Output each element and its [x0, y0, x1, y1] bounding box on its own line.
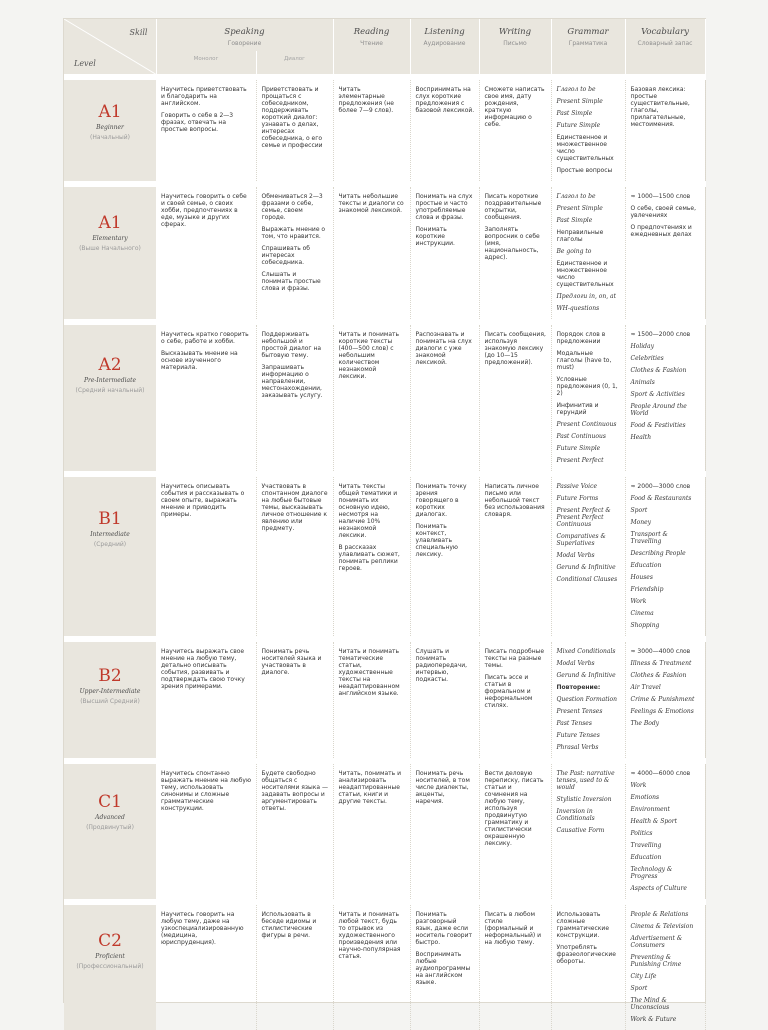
- cell-line: В рассказах улавливать сюжет, понимать реплики героев.: [338, 544, 400, 572]
- cell-line: Читать и понимать тематические статьи, художественные тексты на неадаптированном английском языке.: [338, 648, 400, 697]
- subheader-monolog: Монолог: [156, 51, 256, 77]
- writing-cell: [479, 902, 551, 1030]
- cell-line: Сможете написать свое имя, дату рождения, краткую информацию о себе.: [484, 86, 545, 128]
- cell-line: Написать личное письмо или небольшой текст без использования словаря.: [484, 483, 545, 518]
- cell-line: Глагол to be: [556, 193, 596, 200]
- listening-cell: [410, 474, 479, 639]
- cell-line: The Mind & Unconscious: [630, 997, 670, 1011]
- cell-line: Приветствовать и прощаться с собеседником, поддерживать короткий диалог: узнавать о делах, интересах собеседника, о его семье и профессии: [261, 86, 323, 149]
- level-code: C2: [98, 931, 122, 951]
- cell-line: Past Continuous: [556, 433, 606, 440]
- level-code: A1: [98, 102, 122, 122]
- speaking-monolog-cell: [156, 761, 256, 902]
- cell-line: Advertisement & Consumers: [630, 935, 683, 949]
- cell-line: Inversion in Conditionals: [556, 808, 595, 822]
- cell-line: Научитесь говорить на любую тему, даже на узкоспециализированную (медицина, юриспруденция).: [161, 911, 244, 946]
- level-code: A1: [98, 213, 122, 233]
- vocabulary-cell: [625, 322, 705, 474]
- cell-line: Понимать короткие инструкции.: [415, 226, 455, 247]
- cell-line: Friendship: [630, 586, 664, 593]
- level-row: [64, 322, 705, 474]
- cell-line: Be going to: [556, 248, 592, 255]
- reading-cell: [333, 184, 410, 322]
- speaking-dialog-cell: [256, 77, 333, 184]
- cell-line: ≈ 2000—3000 слов: [630, 483, 691, 490]
- cell-line: Present Simple: [556, 98, 603, 105]
- cell-line: Читать, понимать и анализировать неадаптированные статьи, книги и другие тексты.: [338, 770, 401, 805]
- cell-line: Выражать мнение о том, что нравится.: [261, 226, 326, 240]
- cell-line: Научитесь приветствовать и благодарить на английском.: [161, 86, 247, 107]
- cell-line: People Around the World: [630, 403, 687, 417]
- speaking-monolog-cell: [156, 77, 256, 184]
- cell-line: О предпочтениях и ежедневных делах: [630, 224, 692, 238]
- cell-line: Читать и понимать любой текст, будь то отрывок из художественного произведения или научно-популярная статья.: [338, 911, 401, 960]
- vocabulary-cell: [625, 902, 705, 1030]
- level-cell: [64, 322, 156, 474]
- vocabulary-cell: [625, 474, 705, 639]
- speaking-dialog-cell: [256, 639, 333, 761]
- column-sub: Говорение: [227, 40, 262, 47]
- level-name-ru: (Средний): [93, 541, 127, 548]
- cell-line: Слышать и понимать простые слова и фразы.: [261, 271, 321, 292]
- column-sub: Чтение: [360, 40, 383, 47]
- cell-line: Научитесь описывать события и рассказывать о своем опыте, выражать мнение и приводить примеры.: [161, 483, 245, 518]
- column-name: Vocabulary: [641, 27, 689, 37]
- reading-cell: [333, 474, 410, 639]
- cell-line: Высказывать мнение на основе изученного материала.: [161, 350, 238, 371]
- column-sub: Словарный запас: [637, 40, 693, 47]
- cell-line: Comparatives & Superlatives: [556, 533, 606, 547]
- cell-line: Mixed Conditionals: [556, 648, 616, 655]
- cell-line: Распознавать и понимать на слух диалоги с уже знакомой лексикой.: [415, 331, 472, 366]
- cell-line: Education: [630, 562, 662, 569]
- cell-line: The Past: narrative tenses, used to & would: [556, 770, 615, 791]
- reading-cell: [333, 902, 410, 1030]
- cell-line: Present Continuous: [556, 421, 617, 428]
- cell-line: Вести деловую переписку, писать статьи и сочинения на любую тему, используя продвинутую грамматику и стилистически окрашенную лексику.: [484, 770, 544, 847]
- cell-line: Clothes & Fashion: [630, 672, 687, 679]
- cell-line: ≈ 3000—4000 слов: [630, 648, 691, 655]
- level-name-ru: (Средний начальный): [75, 387, 145, 394]
- level-cell: [64, 474, 156, 639]
- cell-line: Shopping: [630, 622, 660, 629]
- listening-cell: [410, 77, 479, 184]
- cell-line: Future Tenses: [556, 732, 600, 739]
- speaking-monolog-cell: [156, 184, 256, 322]
- level-cell: [64, 184, 156, 322]
- column-name: Speaking: [224, 27, 265, 37]
- listening-cell: [410, 902, 479, 1030]
- vocabulary-cell: [625, 639, 705, 761]
- cell-line: Future Forms: [556, 495, 599, 502]
- speaking-monolog-cell: [156, 902, 256, 1030]
- cell-line: Простые вопросы: [556, 167, 613, 174]
- writing-cell: [479, 77, 551, 184]
- speaking-dialog-cell: [256, 184, 333, 322]
- cell-line: Условные предложения (0, 1, 2): [556, 376, 618, 397]
- cell-line: The Body: [630, 720, 660, 727]
- cell-line: Illness & Treatment: [630, 660, 692, 667]
- grammar-cell: [551, 322, 625, 474]
- cell-line: Present Perfect & Present Perfect Continuous: [556, 507, 611, 528]
- cell-line: Читать тексты общей тематики и понимать их основную идею, несмотря на наличие 10% незнакомой лексики.: [338, 483, 398, 539]
- level-code: A2: [98, 355, 122, 375]
- cell-line: City Life: [630, 973, 657, 980]
- level-name: Advanced: [95, 814, 125, 821]
- cell-line: Понимать речь носителей языка и участвовать в диалоге.: [261, 648, 322, 676]
- level-cell: [64, 77, 156, 184]
- cell-line: Предлоги in, on, at: [556, 293, 617, 300]
- cell-line: Health: [630, 434, 652, 441]
- column-header-speaking: [156, 19, 333, 51]
- grammar-cell: [551, 474, 625, 639]
- column-sub: Грамматика: [568, 40, 608, 47]
- level-name: Beginner: [96, 124, 124, 131]
- writing-cell: [479, 322, 551, 474]
- cell-line: Запрашивать информацию о направлении, местонахождении, заказывать услугу.: [261, 364, 323, 399]
- cell-line: Preventing & Punishing Crime: [630, 954, 682, 968]
- cell-line: Modal Verbs: [556, 660, 595, 667]
- reading-cell: [333, 77, 410, 184]
- cell-line: Present Tenses: [556, 708, 603, 715]
- cell-line: О себе, своей семье, увлечениях: [630, 205, 696, 219]
- listening-cell: [410, 322, 479, 474]
- cell-line: Houses: [630, 574, 653, 581]
- level-row: [64, 639, 705, 761]
- cell-line: Писать в любом стиле (формальный и неформальный) и на любую тему.: [484, 911, 542, 946]
- level-row: [64, 474, 705, 639]
- cell-line: Понимать разговорный язык, даже если носитель говорит быстро.: [415, 911, 472, 946]
- reading-cell: [333, 761, 410, 902]
- grammar-cell: [551, 902, 625, 1030]
- cell-line: Future Simple: [556, 445, 601, 452]
- level-name: Pre-Intermediate: [83, 377, 137, 384]
- level-name-ru: (Высший Средний): [80, 698, 140, 705]
- speaking-dialog-cell: [256, 902, 333, 1030]
- cell-line: Использовать в беседе идиомы и стилистические фигуры в речи.: [261, 911, 317, 939]
- vocabulary-cell: [625, 184, 705, 322]
- level-label: Level: [74, 59, 96, 68]
- cell-line: Crime & Punishment: [630, 696, 695, 703]
- cell-line: Порядок слов в предложении: [556, 331, 606, 345]
- cell-line: Environment: [630, 806, 670, 813]
- column-header-grammar: [551, 19, 625, 77]
- cell-line: ≈ 1000—1500 слов: [630, 193, 691, 200]
- cell-line: Писать короткие поздравительные открытки, сообщения.: [484, 193, 542, 221]
- cell-line: ≈ 4000—6000 слов: [630, 770, 691, 777]
- grammar-cell: [551, 761, 625, 902]
- subheader-dialog: Диалог: [256, 51, 333, 77]
- cell-line: Stylistic Inversion: [556, 796, 612, 803]
- vocabulary-cell: [625, 761, 705, 902]
- writing-cell: [479, 761, 551, 902]
- cell-line: Gerund & Infinitive: [556, 564, 616, 571]
- cell-line: Научитесь кратко говорить о себе, работе и хобби.: [161, 331, 249, 345]
- cell-line: Cinema & Television: [630, 923, 694, 930]
- grammar-cell: [551, 184, 625, 322]
- cell-line: Писать сообщения, используя знакомую лексику (до 10—15 предложений).: [484, 331, 546, 366]
- level-cell: [64, 902, 156, 1030]
- cell-line: Понимать речь носителей, в том числе диалекты, акценты, наречия.: [415, 770, 470, 805]
- cell-line: Emotions: [630, 794, 660, 801]
- level-name-ru: (Профессиональный): [76, 963, 144, 970]
- speaking-monolog-cell: [156, 322, 256, 474]
- cell-line: Food & Festivities: [630, 422, 686, 429]
- speaking-dialog-cell: [256, 474, 333, 639]
- cell-line: Слушать и понимать радиопередачи, интервью, подкасты.: [415, 648, 467, 683]
- cell-line: Заполнять вопросник о себе (имя, национальность, адрес).: [484, 226, 540, 261]
- level-row: [64, 761, 705, 902]
- cell-line: Politics: [630, 830, 653, 837]
- cell-line: Celebrities: [630, 355, 664, 362]
- cell-line: Научитесь выражать свое мнение на любую тему, детально описывать события, развивать и подтверждать свою точку зрения примерами.: [161, 648, 245, 690]
- cell-line: Писать эссе и статьи в формальном и неформальном стилях.: [484, 674, 533, 709]
- cell-line: Phrasal Verbs: [556, 744, 599, 751]
- cell-line: ≈ 1500—2000 слов: [630, 331, 691, 338]
- cell-line: Work: [630, 782, 647, 789]
- cell-line: Глагол to be: [556, 86, 596, 93]
- cell-line: Обмениваться 2—3 фразами о себе, семье, своем городе.: [261, 193, 323, 221]
- listening-cell: [410, 639, 479, 761]
- cell-line: Читать элементарные предложения (не более 7—9 слов).: [338, 86, 394, 114]
- column-header-listening: [410, 19, 479, 77]
- cell-line: Инфинитив и герундий: [556, 402, 599, 416]
- level-row: [64, 902, 705, 1030]
- cell-line: Present Perfect: [556, 457, 604, 464]
- level-code: C1: [98, 792, 122, 812]
- column-header-writing: [479, 19, 551, 77]
- cell-line: Past Simple: [556, 110, 593, 117]
- cell-line: Читать небольшие тексты и диалоги со знакомой лексикой.: [338, 193, 404, 214]
- cell-line: Education: [630, 854, 662, 861]
- speaking-dialog-cell: [256, 322, 333, 474]
- level-name-ru: (Начальный): [89, 134, 131, 141]
- writing-cell: [479, 474, 551, 639]
- cell-line: Future Simple: [556, 122, 601, 129]
- cell-line: Clothes & Fashion: [630, 367, 687, 374]
- level-cell: [64, 639, 156, 761]
- cell-line: Поддерживать небольшой и простой диалог на бытовую тему.: [261, 331, 322, 359]
- column-header-vocabulary: [625, 19, 705, 77]
- level-row: [64, 77, 705, 184]
- cell-line: Единственное и множественное число существительных: [556, 260, 614, 288]
- cell-line: Понимать точку зрения говорящего в коротких диалогах.: [415, 483, 467, 518]
- cell-line: Money: [630, 519, 652, 526]
- cell-line: Писать подробные тексты на разные темы.: [484, 648, 545, 669]
- cell-line: Спрашивать об интересах собеседника.: [261, 245, 311, 266]
- cell-line: Употреблять фразеологические обороты.: [556, 944, 616, 965]
- column-sub: Аудирование: [423, 40, 466, 47]
- column-name: Listening: [424, 27, 465, 37]
- cell-line: Базовая лексика: простые существительные, глаголы, прилагательные, местоимения.: [630, 86, 690, 128]
- cell-line: Air Travel: [630, 684, 661, 691]
- cell-line: People & Relations: [630, 911, 689, 918]
- cell-line: Научитесь спонтанно выражать мнение на любую тему, использовать синонимы и сложные грамматические конструкции.: [161, 770, 252, 812]
- cell-line: Passive Voice: [556, 483, 597, 490]
- cell-line: Holiday: [630, 343, 654, 350]
- cell-line: Past Tenses: [556, 720, 592, 727]
- writing-cell: [479, 639, 551, 761]
- listening-cell: [410, 184, 479, 322]
- cell-line: Будете свободно общаться с носителями языка — задавать вопросы и аргументировать ответы.: [261, 770, 329, 812]
- cell-line: Feelings & Emotions: [630, 708, 694, 715]
- cell-line: Понимать на слух простые и часто употребляемые слова и фразы.: [415, 193, 473, 221]
- cell-line: Научитесь говорить о себе и своей семье, о своих хобби, предпочтениях в еде, музыке и других сферах.: [161, 193, 247, 228]
- cell-line: Sport: [630, 985, 648, 992]
- cell-line: Transport & Travelling: [630, 531, 668, 545]
- cell-line: Sport: [630, 507, 648, 514]
- cell-line: Modal Verbs: [556, 552, 595, 559]
- cell-line: Past Simple: [556, 217, 593, 224]
- cell-line: Work & Future: [630, 1016, 677, 1023]
- cell-line: Единственное и множественное число существительных: [556, 134, 614, 162]
- listening-cell: [410, 761, 479, 902]
- reading-cell: [333, 322, 410, 474]
- cell-line: Question Formation: [556, 696, 618, 703]
- writing-cell: [479, 184, 551, 322]
- reading-cell: [333, 639, 410, 761]
- cell-line: Использовать сложные грамматические конструкции.: [556, 911, 610, 939]
- level-cell: [64, 761, 156, 902]
- column-name: Grammar: [567, 27, 609, 37]
- level-code: B2: [98, 666, 122, 686]
- level-row: [64, 184, 705, 322]
- cell-line: Animals: [630, 379, 655, 386]
- level-name: Upper-Intermediate: [79, 688, 141, 695]
- cell-line: Work: [630, 598, 647, 605]
- cell-line: Travelling: [630, 842, 662, 849]
- cell-line: Воспринимать на слух короткие предложения с базовой лексикой.: [415, 86, 475, 114]
- level-name: Proficient: [95, 953, 125, 960]
- column-sub: Письмо: [503, 40, 527, 47]
- grammar-cell: [551, 639, 625, 761]
- cell-line: Читать и понимать короткие тексты (400—500 слов) с небольшим количеством незнакомой лексики.: [338, 331, 400, 380]
- speaking-monolog-cell: [156, 639, 256, 761]
- speaking-monolog-cell: [156, 474, 256, 639]
- cell-line: Describing People: [630, 550, 686, 557]
- cell-line: Aspects of Culture: [630, 885, 687, 892]
- cell-line: Sport & Activities: [630, 391, 685, 398]
- column-name: Reading: [353, 27, 390, 37]
- cell-line: Cinema: [630, 610, 654, 617]
- vocabulary-cell: [625, 77, 705, 184]
- level-name: Intermediate: [90, 531, 130, 538]
- column-header-reading: [333, 19, 410, 77]
- cell-line: Food & Restaurants: [630, 495, 692, 502]
- cefr-levels-table: [64, 19, 706, 1030]
- header-corner: [64, 19, 156, 77]
- cell-line: Понимать контекст, улавливать специальную лексику.: [415, 523, 458, 558]
- grammar-cell: [551, 77, 625, 184]
- cell-line: Health & Sport: [630, 818, 678, 825]
- cell-line: Модальные глаголы (have to, must): [556, 350, 612, 371]
- cell-line: Technology & Progress: [630, 866, 673, 880]
- cell-line: Present Simple: [556, 205, 603, 212]
- cell-line: Воспринимать любые аудиопрограммы на английском языке.: [415, 951, 471, 986]
- level-name: Elementary: [92, 235, 128, 242]
- cell-line: Gerund & Infinitive: [556, 672, 616, 679]
- cell-line: Участвовать в спонтанном диалоге на любые бытовые темы, высказывать личное отношение к явлению или предмету.: [261, 483, 328, 532]
- cell-line: Causative Form: [556, 827, 605, 834]
- cell-line: WH-questions: [556, 305, 600, 312]
- cell-line: Неправильные глаголы: [556, 229, 604, 243]
- speaking-dialog-cell: [256, 761, 333, 902]
- cell-line: Повторение:: [556, 684, 601, 691]
- cell-line: Conditional Clauses: [556, 576, 618, 583]
- level-code: B1: [98, 509, 122, 529]
- level-name-ru: (Продвинутый): [86, 824, 134, 831]
- cell-line: Говорить о себе в 2—3 фразах, отвечать на простые вопросы.: [161, 112, 234, 133]
- level-name-ru: (Выше Начального): [79, 245, 141, 252]
- column-name: Writing: [498, 27, 532, 37]
- skill-label: Skill: [129, 28, 148, 37]
